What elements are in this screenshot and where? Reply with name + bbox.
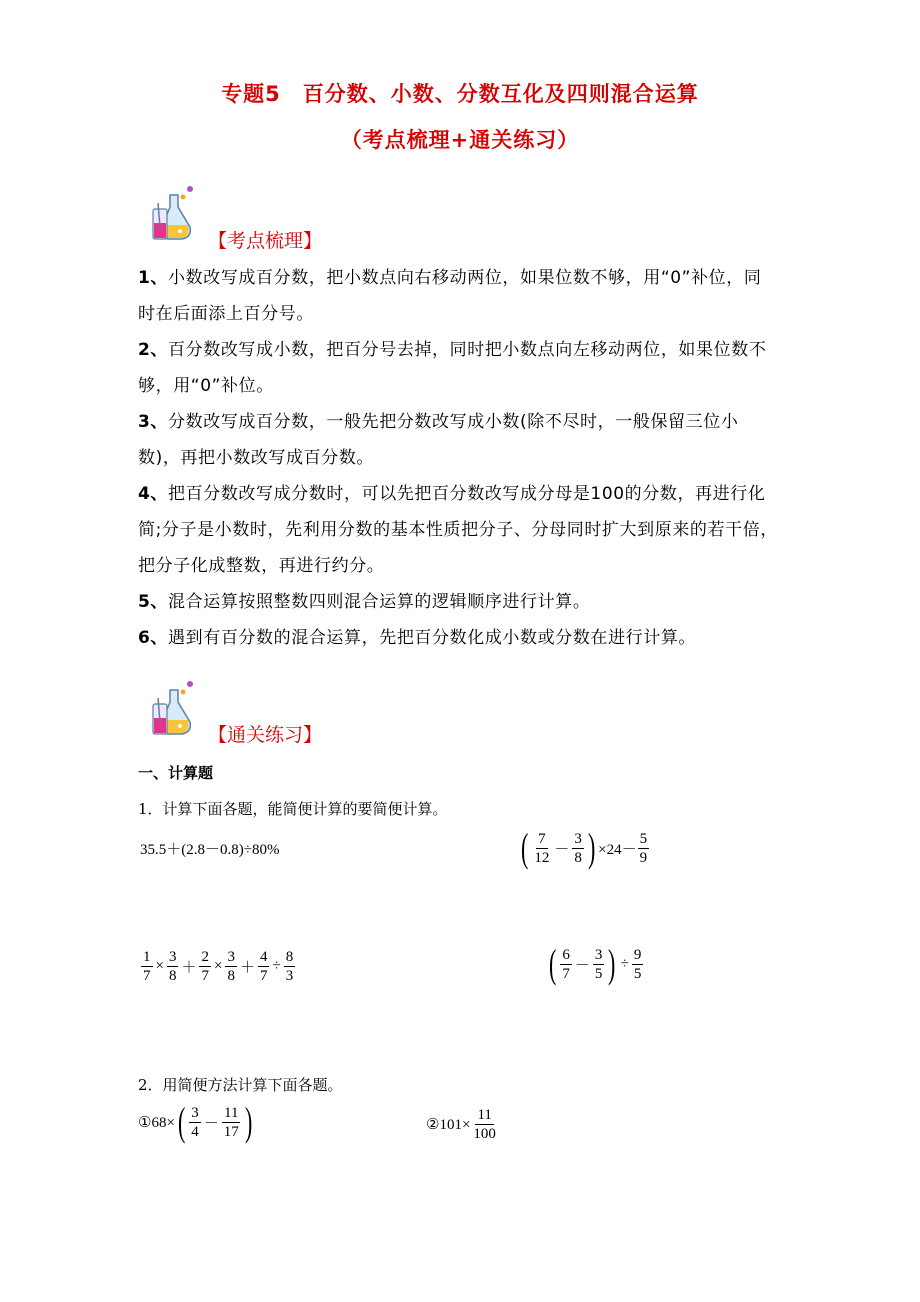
list-item: 1、小数改写成百分数，把小数点向右移动两位，如果位数不够，用“0”补位，同时在后面添上百分号。 [138, 268, 762, 324]
fraction: $\frac{11}{17}$ [223, 1104, 239, 1140]
fraction: $\frac{3}{8}$ [168, 949, 177, 984]
question-2: 2．用简便方法计算下面各题。 [138, 1076, 343, 1094]
expression-5: ①68× ( $\frac{3}{4}$ － $\frac{11}{17}$ ) [138, 1099, 253, 1144]
right-paren: ) [587, 825, 596, 870]
fraction: $\frac{2}{7}$ [201, 949, 209, 984]
document-title: 专题5 百分数、小数、分数互化及四则混合运算 [221, 82, 699, 106]
subheading-calculation: 一、计算题 [138, 764, 214, 782]
fraction: $\frac{3}{5}$ [594, 946, 603, 982]
list-item: 3、分数改写成百分数，一般先把分数改写成小数(除不尽时，一般保留三位小数)，再把小数改写成百分数。 [138, 412, 739, 468]
left-paren: ( [548, 941, 557, 986]
fraction: $\frac{3}{8}$ [227, 949, 235, 984]
document-subtitle: （考点梳理+通关练习） [340, 128, 580, 152]
left-paren: ( [177, 1099, 186, 1144]
list-item: 2、百分数改写成小数，把百分号去掉，同时把小数点向左移动两位，如果位数不够，用“0”补位。 [138, 340, 767, 396]
expression-3: $\frac{1}{7}$ × $\frac{3}{8}$ ＋ $\frac{2}{7}$ × $\frac{3}{8}$ ＋ $\frac{4}{7}$ ÷ $\frac{8}{3}$ [143, 949, 294, 984]
expression-1: 35.5＋(2.8－0.8)÷80% [140, 842, 280, 858]
fraction: $\frac{3}{4}$ [191, 1104, 199, 1140]
flask-icon [150, 183, 196, 243]
expression-6: ②101× $\frac{11}{100}$ [426, 1107, 496, 1142]
list-item: 6、遇到有百分数的混合运算，先把百分数化成小数或分数在进行计算。 [138, 628, 697, 648]
expression-4: ( $\frac{6}{7}$ － $\frac{3}{5}$ ) ÷ $\frac{9}{5}$ [548, 941, 642, 986]
fraction: $\frac{8}{3}$ [285, 949, 294, 984]
section-heading-practice: 【通关练习】 [208, 724, 323, 746]
fraction: $\frac{5}{9}$ [639, 830, 648, 866]
expression-2: ( $\frac{7}{12}$ － $\frac{3}{8}$ ) ×24－ $\frac{5}{9}$ [520, 825, 648, 870]
left-paren: ( [520, 825, 529, 870]
fraction: $\frac{9}{5}$ [633, 946, 642, 982]
right-paren: ) [244, 1099, 253, 1144]
fraction: $\frac{11}{100}$ [473, 1107, 496, 1142]
fraction: $\frac{3}{8}$ [574, 830, 582, 866]
question-1: 1．计算下面各题，能简便计算的要简便计算。 [138, 800, 448, 818]
list-item: 5、混合运算按照整数四则混合运算的逻辑顺序进行计算。 [138, 592, 591, 612]
fraction: $\frac{6}{7}$ [562, 946, 570, 982]
right-paren: ) [608, 941, 616, 986]
fraction: $\frac{4}{7}$ [259, 949, 268, 984]
flask-icon [150, 678, 196, 738]
list-item: 4、把百分数改写成分数时，可以先把百分数改写成分母是100的分数，再进行化简;分子是小数时，先利用分数的基本性质把分子、分母同时扩大到原来的若干倍，把分子化成整数，再进行约分。 [138, 484, 778, 576]
section-heading-review: 【考点梳理】 [208, 230, 323, 252]
fraction: $\frac{1}{7}$ [143, 949, 151, 984]
review-list [138, 260, 778, 656]
fraction: $\frac{7}{12}$ [534, 830, 550, 866]
